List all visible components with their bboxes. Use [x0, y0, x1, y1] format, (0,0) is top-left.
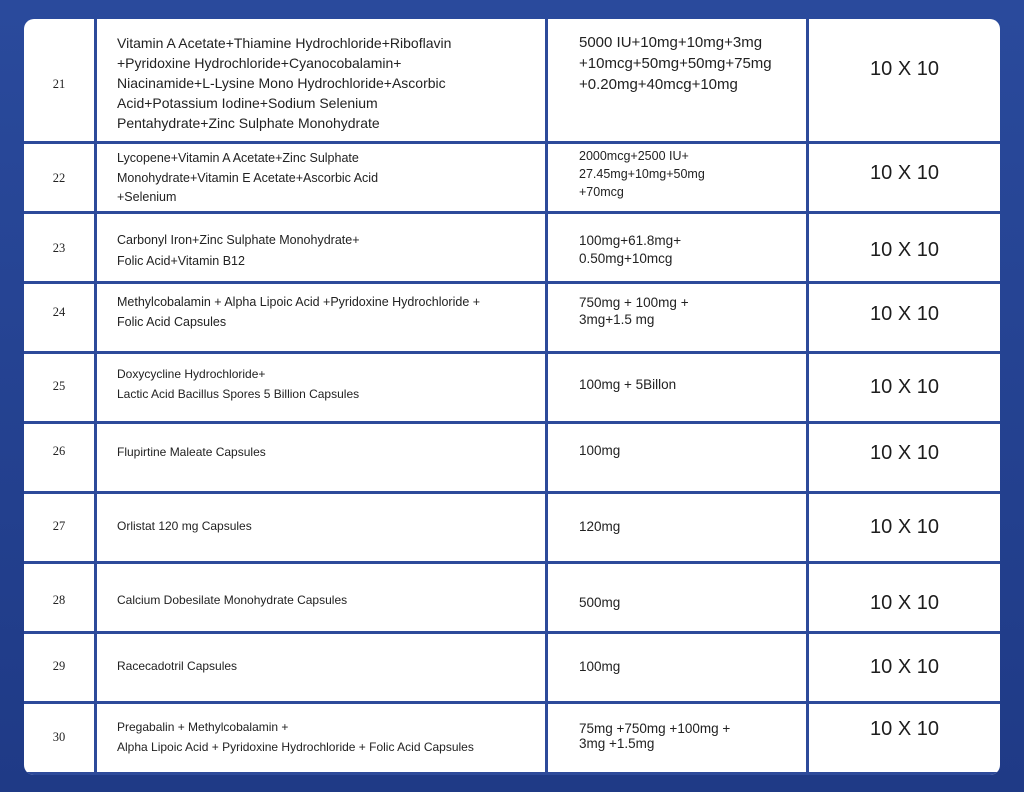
product-name-cell [97, 281, 545, 351]
dosage-cell [548, 421, 806, 491]
serial-number: 26 [52, 444, 66, 458]
table-row [24, 281, 1000, 354]
table-row [24, 211, 1000, 284]
packing: 10 X 10 [870, 592, 939, 614]
dosage-cell [548, 19, 806, 141]
dosage-cell [548, 211, 806, 281]
product-name: Racecadotril Capsules [117, 659, 238, 673]
column-divider [545, 19, 548, 775]
table-row [24, 701, 1000, 775]
packing-cell [809, 141, 1000, 211]
packing-cell [809, 421, 1000, 491]
dosage: 75mg +750mg +100mg + 3mg +1.5mg [579, 721, 731, 751]
packing: 10 X 10 [870, 303, 939, 325]
dosage: 100mg [579, 443, 621, 458]
serial-number: 28 [52, 593, 66, 607]
product-name-cell [97, 491, 545, 561]
packing: 10 X 10 [870, 442, 939, 464]
product-name-cell [97, 631, 545, 701]
packing-cell [809, 701, 1000, 772]
dosage: 5000 IU+10mg+10mg+3mg +10mcg+50mg+50mg+75mg +0.20mg+40mcg+10mg [579, 34, 772, 93]
serial-number: 22 [52, 171, 66, 185]
column-divider [806, 19, 809, 775]
packing: 10 X 10 [870, 718, 939, 740]
dosage-cell [548, 701, 806, 772]
dosage: 2000mcg+2500 IU+ 27.45mg+10mg+50mg +70mcg [579, 149, 705, 199]
dosage-cell [548, 561, 806, 631]
product-name-cell [97, 351, 545, 421]
product-name: Methylcobalamin + Alpha Lipoic Acid +Pyridoxine Hydrochloride + Folic Acid Capsules [117, 295, 481, 329]
dosage-cell [548, 631, 806, 701]
table-row [24, 19, 1000, 144]
product-name-cell [97, 421, 545, 491]
packing-cell [809, 211, 1000, 281]
column-divider [94, 19, 97, 775]
product-name-cell [97, 141, 545, 211]
product-table [24, 19, 1000, 775]
packing-cell [809, 631, 1000, 701]
table-row [24, 141, 1000, 214]
table-row [24, 561, 1000, 634]
serial-number-cell [24, 701, 94, 772]
serial-number-cell [24, 141, 94, 211]
serial-number-cell [24, 351, 94, 421]
dosage: 100mg+61.8mg+ 0.50mg+10mcg [579, 233, 682, 266]
product-name-cell [97, 561, 545, 631]
dosage: 750mg + 100mg + 3mg+1.5 mg [579, 295, 689, 327]
serial-number-cell [24, 631, 94, 701]
packing: 10 X 10 [870, 58, 939, 80]
product-name-cell [97, 19, 545, 141]
serial-number-cell [24, 561, 94, 631]
dosage: 100mg + 5Billon [579, 377, 677, 392]
dosage-cell [548, 281, 806, 351]
serial-number-cell [24, 421, 94, 491]
table-row [24, 351, 1000, 424]
product-name-cell [97, 211, 545, 281]
serial-number: 21 [52, 77, 66, 91]
product-name: Lycopene+Vitamin A Acetate+Zinc Sulphate Monohydrate+Vitamin E Acetate+Ascorbic Acid +Selenium [117, 151, 379, 204]
table-row [24, 491, 1000, 564]
serial-number-cell [24, 19, 94, 141]
packing: 10 X 10 [870, 239, 939, 261]
product-name: Carbonyl Iron+Zinc Sulphate Monohydrate+ Folic Acid+Vitamin B12 [117, 233, 360, 268]
product-name: Calcium Dobesilate Monohydrate Capsules [117, 593, 348, 607]
packing: 10 X 10 [870, 162, 939, 184]
packing-cell [809, 561, 1000, 631]
packing-cell [809, 281, 1000, 351]
packing: 10 X 10 [870, 656, 939, 678]
packing-cell [809, 351, 1000, 421]
dosage: 120mg [579, 519, 621, 534]
packing-cell [809, 19, 1000, 141]
serial-number: 25 [52, 379, 66, 393]
serial-number: 27 [52, 519, 66, 533]
serial-number-cell [24, 211, 94, 281]
serial-number-cell [24, 491, 94, 561]
serial-number: 30 [52, 730, 66, 744]
product-name: Pregabalin + Methylcobalamin + Alpha Lipoic Acid + Pyridoxine Hydrochloride + Folic Acid Capsules [117, 720, 474, 754]
product-name: Flupirtine Maleate Capsules [117, 445, 266, 459]
table-row [24, 421, 1000, 494]
serial-number: 24 [52, 305, 66, 319]
serial-number: 23 [52, 241, 66, 255]
dosage-cell [548, 491, 806, 561]
dosage-cell [548, 141, 806, 211]
packing: 10 X 10 [870, 376, 939, 398]
serial-number: 29 [52, 659, 66, 673]
dosage: 100mg [579, 659, 621, 674]
dosage: 500mg [579, 595, 621, 610]
table-row [24, 631, 1000, 704]
product-name: Doxycycline Hydrochloride+ Lactic Acid Bacillus Spores 5 Billion Capsules [117, 367, 360, 401]
product-name-cell [97, 701, 545, 772]
packing-cell [809, 491, 1000, 561]
serial-number-cell [24, 281, 94, 351]
packing: 10 X 10 [870, 516, 939, 538]
product-name: Orlistat 120 mg Capsules [117, 519, 252, 533]
product-name: Vitamin A Acetate+Thiamine Hydrochloride+Riboflavin +Pyridoxine Hydrochloride+Cyanocobalamin+ Niacinamide+L-Lysine Mono Hydrochloride+Ascorbic Acid+Potassium Iodine+Sodium Selenium Pentahydrate+Zinc Sulphate Monohydrate [117, 35, 452, 131]
dosage-cell [548, 351, 806, 421]
